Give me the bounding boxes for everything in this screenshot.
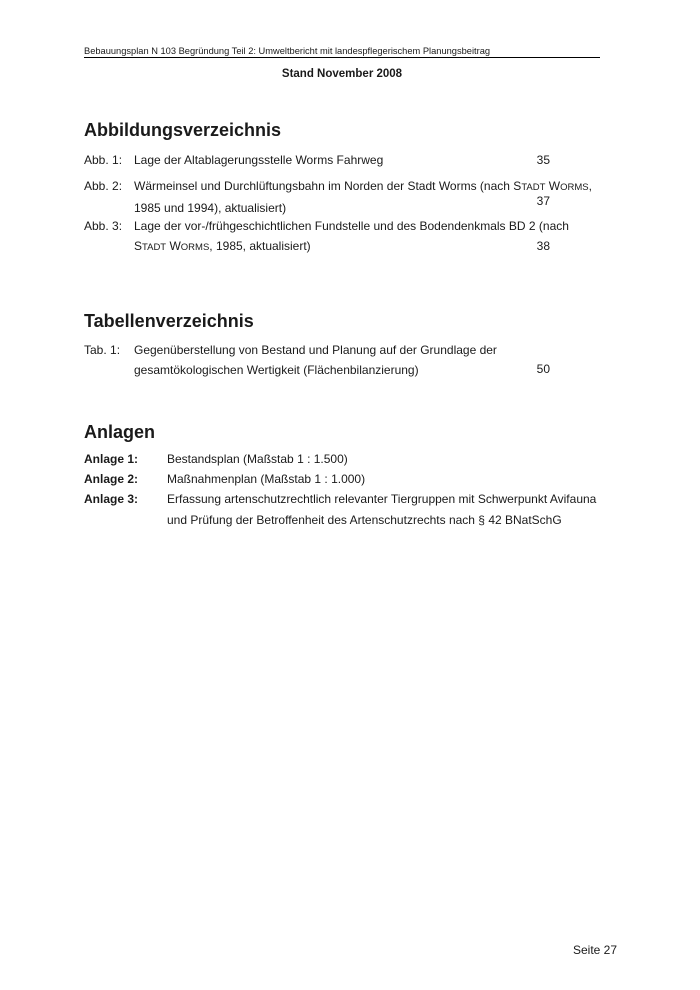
figure-label: Abb. 1:	[84, 153, 123, 167]
table-title: Gegenüberstellung von Bestand und Planung auf der Grundlage der gesamtökologischen Wertigkeit (Flächenbilanzierung)	[134, 343, 497, 377]
annexes-heading: Anlagen	[84, 422, 156, 442]
annex-title: Erfassung artenschutzrechtlich relevanter Tiergruppen mit Schwerpunkt Avifauna und Prüfung der Betroffenheit des Artenschutzrechts nach § 42 BNatSchG	[167, 492, 597, 527]
tables-heading: Tabellenverzeichnis	[84, 311, 254, 331]
figure-label: Abb. 3:	[84, 219, 123, 233]
figure-title: Lage der vor-/frühgeschichtlichen Fundstelle und des Bodendenkmals BD 2 (nach STADT WORMS, 1985, aktualisiert)	[134, 219, 569, 253]
running-header: Bebauungsplan N 103 Begründung Teil 2: Umweltbericht mit landespflegerischem Planungsbeitrag	[84, 46, 600, 58]
figure-page: 35	[536, 153, 550, 167]
figures-heading: Abbildungsverzeichnis	[84, 120, 282, 140]
figure-title: Lage der Altablagerungsstelle Worms Fahrweg	[134, 153, 384, 167]
annex-label: Anlage 3:	[84, 492, 139, 506]
figure-title: Wärmeinsel und Durchlüftungsbahn im Norden der Stadt Worms (nach STADT WORMS, 1985 und 1994), aktualisiert)	[134, 179, 592, 215]
annex-label: Anlage 2:	[84, 472, 139, 486]
figure-label: Abb. 2:	[84, 179, 123, 193]
annex-title: Maßnahmenplan (Maßstab 1 : 1.000)	[167, 472, 366, 486]
annex-label: Anlage 1:	[84, 452, 139, 466]
annex-title: Bestandsplan (Maßstab 1 : 1.500)	[167, 452, 348, 466]
table-page: 50	[536, 362, 550, 376]
figure-page: 38	[536, 239, 550, 253]
page-number: Seite 27	[573, 943, 618, 957]
figure-page: 37	[536, 194, 550, 208]
status-date: Stand November 2008	[281, 68, 403, 80]
table-label: Tab. 1:	[84, 343, 121, 357]
